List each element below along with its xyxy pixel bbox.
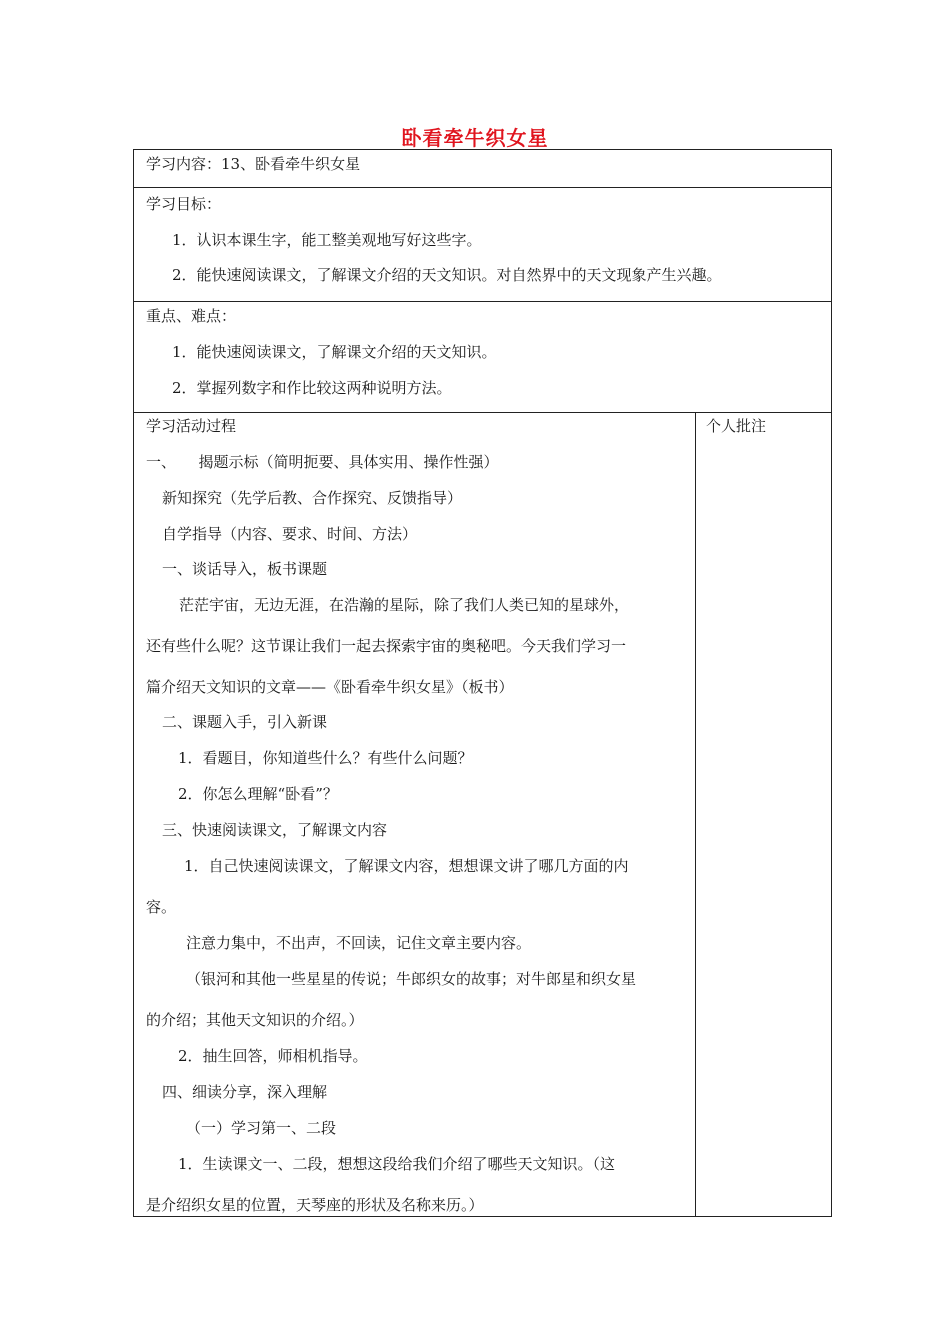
process-line: 2．你怎么理解“卧看”？	[178, 785, 338, 803]
process-line: 1．生读课文一、二段，想想这段给我们介绍了哪些天文知识。（这	[178, 1155, 616, 1173]
process-line: 四、细读分享，深入理解	[162, 1083, 328, 1101]
document-title: 卧看牵牛织女星	[401, 126, 549, 150]
process-line: 二、课题入手，引入新课	[162, 713, 328, 731]
row-divider	[134, 301, 831, 302]
goal-item: 1．认识本课生字，能工整美观地写好这些字。	[172, 231, 482, 249]
key-points-label: 重点、难点：	[146, 307, 237, 325]
process-line: 一、谈话导入，板书课题	[162, 560, 328, 578]
process-line: 一、 揭题示标（简明扼要、具体实用、操作性强）	[146, 453, 499, 471]
key-point-item: 2．掌握列数字和作比较这两种说明方法。	[172, 379, 452, 397]
process-line: 注意力集中，不出声，不回读，记住文章主要内容。	[186, 934, 532, 952]
process-line: 自学指导（内容、要求、时间、方法）	[162, 525, 418, 543]
process-line: 1．看题目，你知道些什么？有些什么问题？	[178, 749, 473, 767]
process-line: 茫茫宇宙，无边无涯，在浩瀚的星际，除了我们人类已知的星球外，	[179, 596, 630, 614]
process-line: 三、快速阅读课文，了解课文内容	[162, 821, 388, 839]
process-line: 1．自己快速阅读课文，了解课文内容，想想课文讲了哪几方面的内	[184, 857, 629, 875]
process-line: 还有些什么呢？这节课让我们一起去探索宇宙的奥秘吧。今天我们学习一	[146, 637, 627, 655]
goal-item: 2．能快速阅读课文，了解课文介绍的天文知识。对自然界中的天文现象产生兴趣。	[172, 266, 722, 284]
process-line: 容。	[146, 898, 177, 916]
process-line: （一）学习第一、二段	[186, 1119, 337, 1137]
key-point-item: 1．能快速阅读课文，了解课文介绍的天文知识。	[172, 343, 497, 361]
process-line: 新知探究（先学后教、合作探究、反馈指导）	[162, 489, 463, 507]
process-line: 篇介绍天文知识的文章——《卧看牵牛织女星》（板书）	[146, 678, 514, 696]
process-line: 2．抽生回答，师相机指导。	[178, 1047, 368, 1065]
notes-column-divider	[695, 412, 696, 1216]
process-line: 的介绍；其他天文知识的介绍。）	[146, 1011, 364, 1029]
process-label: 学习活动过程	[146, 417, 237, 435]
notes-label: 个人批注	[706, 417, 767, 435]
goals-label: 学习目标：	[146, 195, 222, 213]
process-line: （银河和其他一些星星的传说；牛郎织女的故事；对牛郎星和织女星	[186, 970, 637, 988]
process-line: 是介绍织女星的位置，天琴座的形状及名称来历。）	[146, 1196, 484, 1214]
lesson-plan-table	[133, 149, 832, 1217]
row-divider	[134, 187, 831, 188]
row-divider	[134, 412, 831, 413]
content-label: 学习内容：13、卧看牵牛织女星	[146, 155, 361, 173]
